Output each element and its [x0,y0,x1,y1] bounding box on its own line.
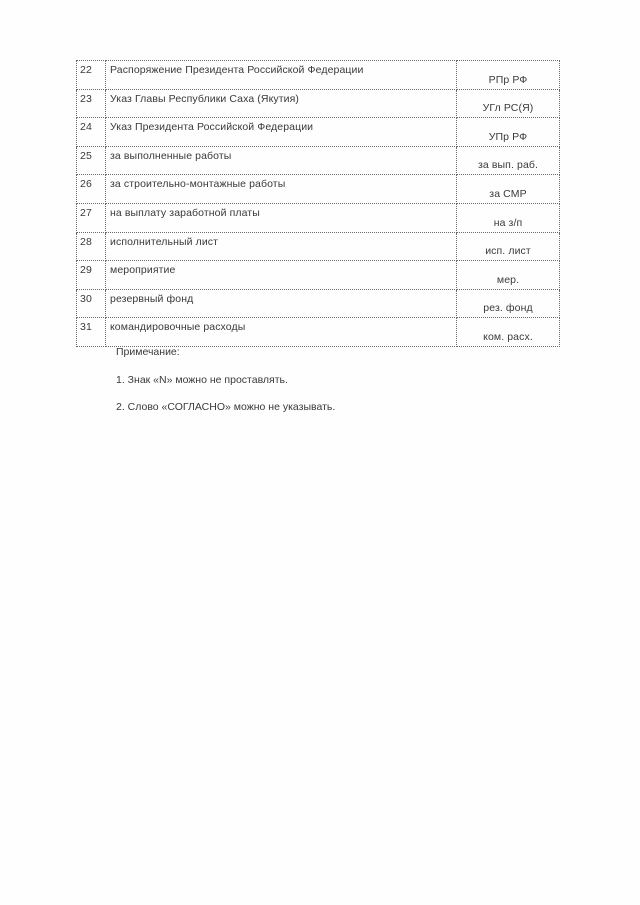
table-row [77,118,560,147]
row-name: на выплату заработной платы [106,203,457,232]
row-abbreviation: ком. расх. [457,318,560,347]
row-number: 27 [77,203,106,232]
row-number: 29 [77,261,106,290]
row-number: 23 [77,89,106,118]
row-name: резервный фонд [106,289,457,318]
table-row [77,203,560,232]
row-abbreviation: УГл РС(Я) [457,89,560,118]
row-number: 28 [77,232,106,261]
notes-title: Примечание: [116,346,180,358]
row-number: 30 [77,289,106,318]
abbreviations-table [76,60,560,347]
table-row [77,89,560,118]
table-row [77,289,560,318]
table-row [77,318,560,347]
table-row [77,61,560,90]
row-abbreviation: РПр РФ [457,61,560,90]
table-row [77,232,560,261]
row-number: 26 [77,175,106,204]
row-number: 22 [77,61,106,90]
row-name: Распоряжение Президента Российской Федерации [106,61,457,90]
table-row [77,261,560,290]
row-name: командировочные расходы [106,318,457,347]
row-number: 24 [77,118,106,147]
row-name: за строительно-монтажные работы [106,175,457,204]
row-abbreviation: на з/п [457,203,560,232]
row-abbreviation: рез. фонд [457,289,560,318]
row-number: 25 [77,146,106,175]
row-abbreviation: мер. [457,261,560,290]
row-number: 31 [77,318,106,347]
row-name: за выполненные работы [106,146,457,175]
table-row [77,175,560,204]
row-abbreviation: за СМР [457,175,560,204]
note-item: 2. Слово «СОГЛАСНО» можно не указывать. [116,401,336,413]
row-abbreviation: исп. лист [457,232,560,261]
row-name: мероприятие [106,261,457,290]
row-name: исполнительный лист [106,232,457,261]
notes-section [116,346,335,428]
row-abbreviation: за вып. раб. [457,146,560,175]
table-row [77,146,560,175]
row-abbreviation: УПр РФ [457,118,560,147]
note-item: 1. Знак «N» можно не проставлять. [116,374,288,386]
row-name: Указ Главы Республики Саха (Якутия) [106,89,457,118]
row-name: Указ Президента Российской Федерации [106,118,457,147]
